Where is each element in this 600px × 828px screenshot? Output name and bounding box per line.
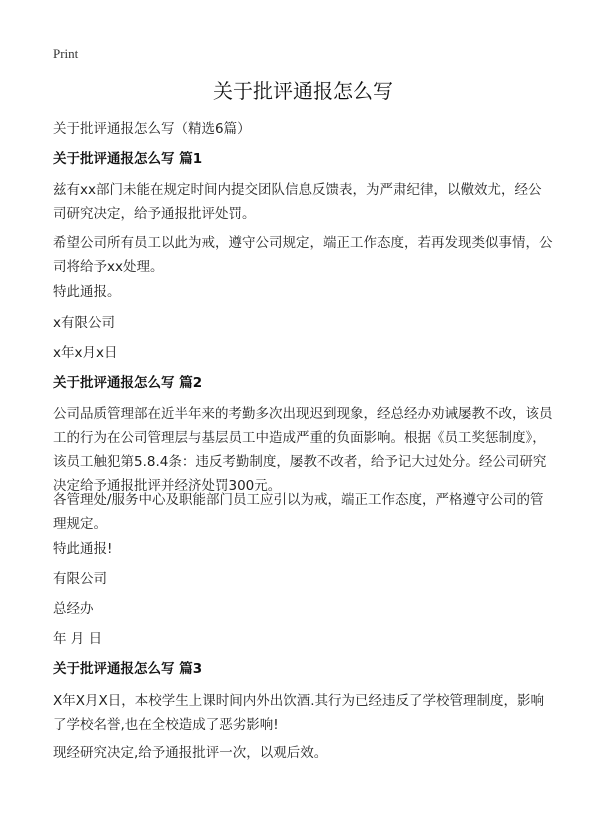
company-name: x有限公司 — [53, 315, 115, 331]
paragraph: 兹有xx部门未能在规定时间内提交团队信息反馈表，为严肃纪律，以儆效尤，经公司研究决定，给予通报批评处罚。 — [53, 182, 542, 222]
section-heading: 关于批评通报怎么写 篇3 — [53, 661, 203, 677]
paragraph: X年X月X日，本校学生上课时间内外出饮酒.其行为已经违反了学校管理制度，影响了学校名誉,也在全校造成了恶劣影响! — [53, 693, 545, 733]
paragraph: 公司品质管理部在近半年来的考勤多次出现迟到现象，经总经办劝诫屡教不改，该员工的行为在公司管理层与基层员工中造成严重的负面影响。根据《员工奖惩制度》，该员工触犯第5.8.4条：违反考勤制度，屡教不改者，给予记大过处分。经公司研究决定给予通报批评并经济处罚300元。 — [53, 406, 553, 494]
paragraph: 各管理处/服务中心及职能部门员工应引以为戒，端正工作态度，严格遵守公司的管理规定。 — [53, 492, 544, 532]
company-name: 有限公司 — [53, 571, 107, 587]
paragraph: 现经研究决定,给予通报批评一次，以观后效。 — [53, 745, 328, 761]
department-name: 总经办 — [53, 601, 94, 617]
paragraph: 希望公司所有员工以此为戒，遵守公司规定，端正工作态度，若再发现类似事情，公司将给予xx处理。 — [53, 235, 553, 275]
date-line: x年x月x日 — [53, 345, 118, 361]
paragraph: 特此通报。 — [53, 284, 121, 300]
page-title: 关于批评通报怎么写 — [213, 79, 393, 103]
section-heading: 关于批评通报怎么写 篇1 — [53, 151, 203, 167]
paragraph: 特此通报! — [53, 541, 113, 557]
date-line: 年 月 日 — [53, 631, 103, 647]
document-subtitle: 关于批评通报怎么写（精选6篇） — [53, 121, 251, 137]
section-heading: 关于批评通报怎么写 篇2 — [53, 375, 203, 391]
print-link[interactable]: Print — [53, 46, 79, 61]
